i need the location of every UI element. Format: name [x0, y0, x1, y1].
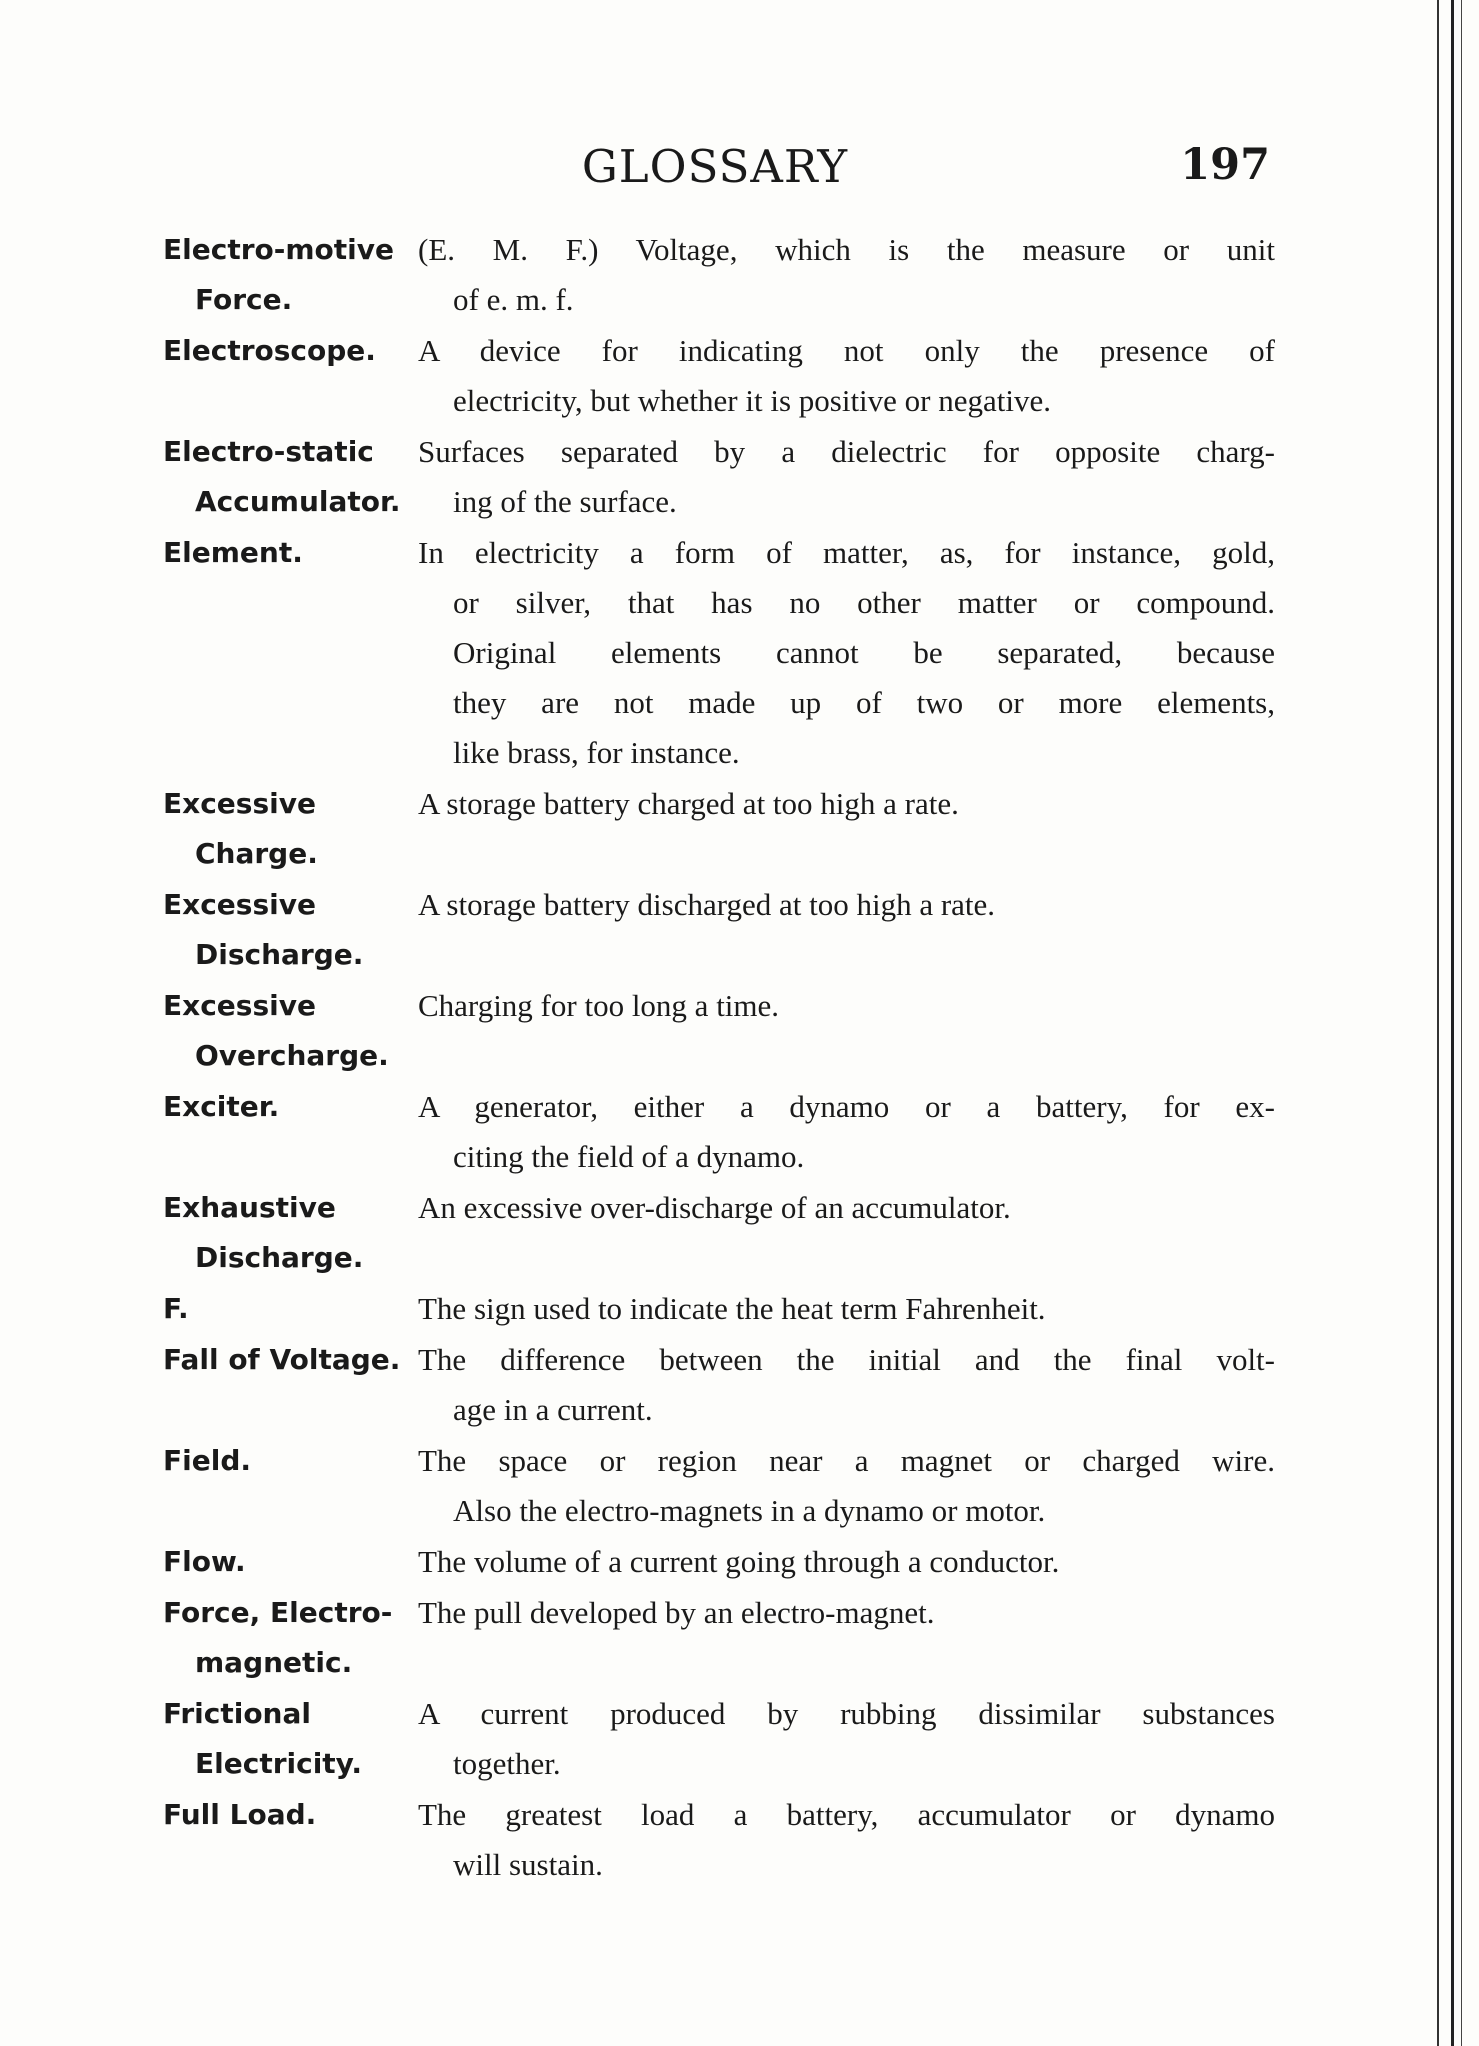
glossary-entry	[163, 1436, 1275, 1536]
page-title: GLOSSARY	[581, 140, 849, 193]
glossary-definition-line: The pull developed by an electro-magnet.	[418, 1595, 935, 1630]
glossary-term-line: Full Load.	[163, 1798, 317, 1831]
glossary-definition-line: The space or region near a magnet or charged wire.	[418, 1443, 1275, 1478]
glossary-term	[163, 1284, 408, 1334]
line-spacer	[418, 1031, 1275, 1081]
glossary-definition-line: they are not made up of two or more elements,	[453, 685, 1275, 720]
glossary-definition-line: Surfaces separated by a dielectric for opposite charg-	[418, 434, 1275, 469]
glossary-term-line: Electricity.	[195, 1747, 363, 1780]
glossary-entry	[163, 1689, 1275, 1789]
line-spacer	[418, 930, 1275, 980]
glossary-definition	[418, 1436, 1275, 1536]
glossary-term	[163, 1183, 408, 1283]
glossary-term-line: Excessive	[163, 989, 316, 1022]
line-spacer	[418, 829, 1275, 879]
glossary-term	[163, 326, 408, 376]
glossary-term-line: Discharge.	[195, 938, 364, 971]
glossary-term	[163, 1790, 408, 1840]
glossary-definition-line: A generator, either a dynamo or a battery, for ex-	[418, 1089, 1275, 1124]
glossary-term-line: Excessive	[163, 888, 316, 921]
glossary-definition	[418, 225, 1275, 325]
glossary-term-line: Electroscope.	[163, 334, 376, 367]
glossary-entry	[163, 1335, 1275, 1435]
glossary-definition	[418, 326, 1275, 426]
glossary-definition	[418, 1790, 1275, 1890]
glossary-term-line: Accumulator.	[195, 485, 401, 518]
glossary-definition-line: A device for indicating not only the presence of	[418, 333, 1275, 368]
glossary-term	[163, 1537, 408, 1587]
glossary-term	[163, 779, 408, 879]
glossary-entry	[163, 427, 1275, 527]
glossary-definition-line: ing of the surface.	[453, 484, 677, 519]
glossary-list	[163, 225, 1275, 1891]
glossary-definition-line: (E. M. F.) Voltage, which is the measure or unit	[418, 232, 1275, 267]
glossary-entry	[163, 1183, 1275, 1283]
glossary-entry	[163, 1082, 1275, 1182]
glossary-definition	[418, 1689, 1275, 1789]
glossary-term-line: Element.	[163, 536, 303, 569]
running-head	[160, 140, 1270, 200]
glossary-definition-line: An excessive over-discharge of an accumulator.	[418, 1190, 1011, 1225]
glossary-term-line: Exciter.	[163, 1090, 280, 1123]
glossary-definition-line: The volume of a current going through a conductor.	[418, 1544, 1060, 1579]
line-spacer	[418, 1638, 1275, 1688]
glossary-term-line: F.	[163, 1292, 189, 1325]
glossary-entry	[163, 1284, 1275, 1334]
glossary-term-line: Field.	[163, 1444, 251, 1477]
glossary-term-line: Electro-static	[163, 435, 374, 468]
glossary-entry	[163, 1790, 1275, 1890]
glossary-definition-line: The greatest load a battery, accumulator or dynamo	[418, 1797, 1275, 1832]
glossary-entry	[163, 981, 1275, 1081]
glossary-definition-line: age in a current.	[453, 1392, 653, 1427]
glossary-term	[163, 1335, 408, 1385]
glossary-entry	[163, 326, 1275, 426]
glossary-entry	[163, 779, 1275, 879]
glossary-definition	[418, 1183, 1275, 1283]
glossary-definition-line: In electricity a form of matter, as, for instance, gold,	[418, 535, 1275, 570]
page-number: 197	[1180, 140, 1270, 190]
glossary-term-line: Excessive	[163, 787, 316, 820]
glossary-entry	[163, 1588, 1275, 1688]
glossary-term-line: magnetic.	[195, 1646, 353, 1679]
glossary-definition-line: like brass, for instance.	[453, 735, 740, 770]
glossary-entry	[163, 528, 1275, 778]
glossary-definition	[418, 528, 1275, 778]
glossary-definition-line: The sign used to indicate the heat term Fahrenheit.	[418, 1291, 1046, 1326]
glossary-definition	[418, 1537, 1275, 1587]
glossary-definition-line: Original elements cannot be separated, because	[453, 635, 1275, 670]
glossary-definition-line: A current produced by rubbing dissimilar substances	[418, 1696, 1275, 1731]
glossary-definition	[418, 981, 1275, 1081]
glossary-entry	[163, 1537, 1275, 1587]
glossary-definition	[418, 1284, 1275, 1334]
glossary-term	[163, 225, 408, 325]
glossary-definition-line: citing the field of a dynamo.	[453, 1139, 805, 1174]
glossary-definition-line: together.	[453, 1746, 561, 1781]
glossary-definition-line: A storage battery discharged at too high a rate.	[418, 887, 996, 922]
glossary-term	[163, 1436, 408, 1486]
glossary-term-line: Flow.	[163, 1545, 246, 1578]
glossary-term-line: Force, Electro-	[163, 1596, 393, 1629]
book-binding-edge	[1437, 0, 1479, 2046]
line-spacer	[418, 1233, 1275, 1283]
glossary-term-line: Frictional	[163, 1697, 311, 1730]
glossary-definition-line: Charging for too long a time.	[418, 988, 780, 1023]
glossary-definition	[418, 779, 1275, 879]
glossary-definition	[418, 427, 1275, 527]
glossary-term-line: Overcharge.	[195, 1039, 389, 1072]
glossary-definition	[418, 1588, 1275, 1688]
glossary-term	[163, 427, 408, 527]
glossary-term-line: Exhaustive	[163, 1191, 336, 1224]
glossary-term-line: Charge.	[195, 837, 318, 870]
glossary-definition-line: The difference between the initial and the final volt-	[418, 1342, 1275, 1377]
glossary-definition-line: Also the electro-magnets in a dynamo or motor.	[453, 1493, 1046, 1528]
glossary-term	[163, 1588, 408, 1688]
glossary-definition-line: will sustain.	[453, 1847, 603, 1882]
glossary-definition	[418, 1082, 1275, 1182]
glossary-definition-line: or silver, that has no other matter or compound.	[453, 585, 1275, 620]
glossary-term-line: Force.	[195, 283, 293, 316]
glossary-term-line: Discharge.	[195, 1241, 364, 1274]
glossary-term	[163, 981, 408, 1081]
glossary-term	[163, 528, 408, 578]
glossary-term-line: Electro-motive	[163, 233, 394, 266]
glossary-definition	[418, 880, 1275, 980]
glossary-term-line: Fall of Voltage.	[163, 1343, 401, 1376]
glossary-definition-line: A storage battery charged at too high a rate.	[418, 786, 959, 821]
glossary-definition-line: of e. m. f.	[453, 282, 574, 317]
glossary-term	[163, 1082, 408, 1132]
glossary-entry	[163, 880, 1275, 980]
glossary-entry	[163, 225, 1275, 325]
glossary-term	[163, 1689, 408, 1789]
glossary-definition	[418, 1335, 1275, 1435]
glossary-definition-line: electricity, but whether it is positive or negative.	[453, 383, 1052, 418]
glossary-term	[163, 880, 408, 980]
